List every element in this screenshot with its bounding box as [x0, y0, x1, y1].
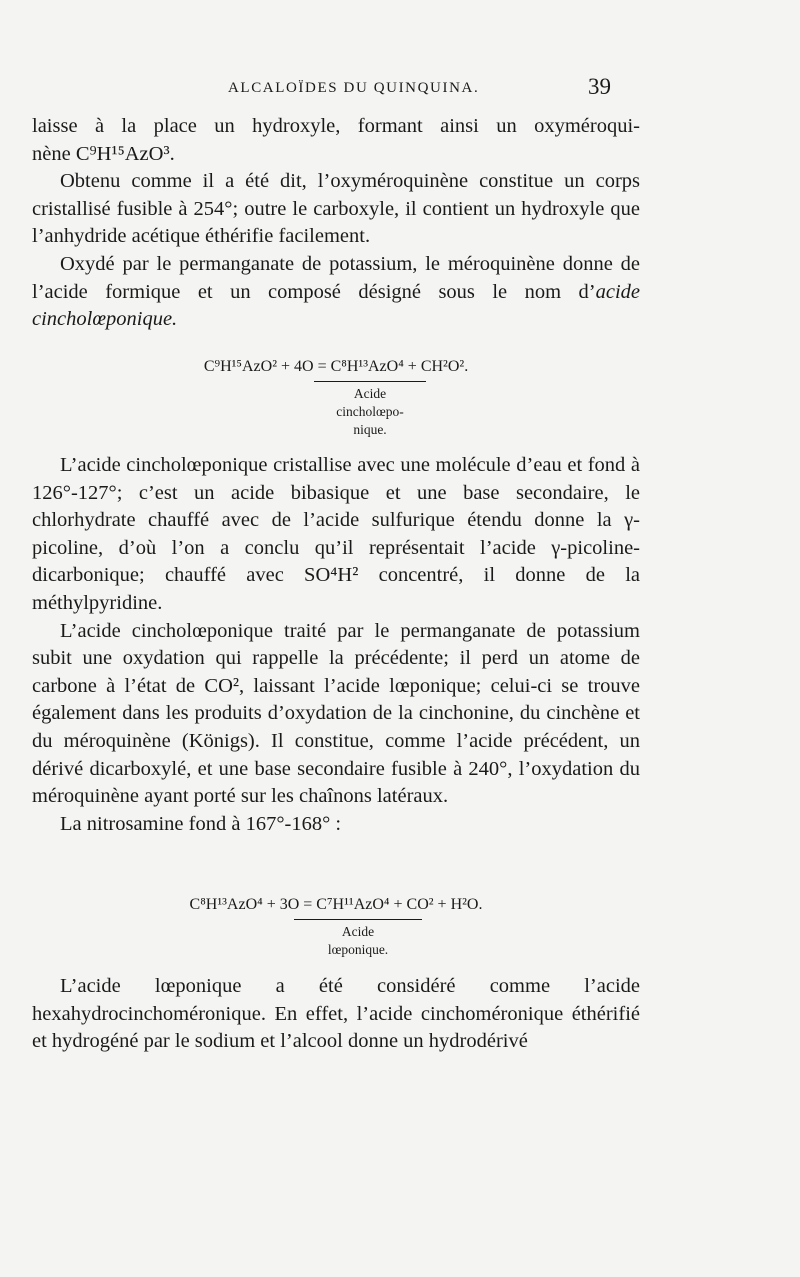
paragraph-5: L’acide cincholœponique traité par le permanganate de potassium subit une oxydation qui rappelle la précédente; il perd un atome de carbone à l’état de CO², laissant l’acide lœponique; celui-ci se trouve également dans les produits d’oxydation de la cinchonine, du cinchène et du méroquinène (Königs). Il constitue, comme l’acide précédent, un dérivé dicarboxylé, et une base secondaire fusible à 240°, l’oxydation du méroquinène ayant porté sur les chaînons latéraux. — [32, 619, 640, 808]
text-block-middle — [32, 452, 640, 838]
formula-1-brace — [314, 381, 426, 383]
paragraph-7: L’acide lœponique a été considéré comme l’acide hexahydrocinchoméronique. En effet, l’acide cinchoméronique éthérifié et hydrogéné par le sodium et l’alcool donne un hydrodérivé — [32, 975, 640, 1053]
formula-1-equation: C⁹H¹⁵AzO² + 4O = C⁸H¹³AzO⁴ + CH²O². — [203, 358, 469, 375]
paragraph-3-text: Oxydé par le permanganate de potassium, le méroquinène donne de l’acide formique et un composé désigné sous le nom d’ — [32, 252, 640, 303]
text-block-bottom — [32, 973, 640, 1056]
paragraph-4: L’acide cincholœponique cristallise avec une molécule d’eau et fond à 126°-127°; c’est un acide bibasique et une base secondaire, le chlorhydrate chauffé avec de l’acide sulfurique étendu donne la γ-picoline, d’où l’on a conclu qu’il représentait l’acide γ-picoline-dicarbonique; chauffé avec SO⁴H² concentré, il donne de la méthylpyridine. — [32, 454, 640, 614]
paragraph-3 — [32, 251, 640, 334]
formula-2-caption-line-2: lœponique. — [327, 942, 389, 957]
page-number: 39 — [588, 74, 611, 99]
formula-1-caption-line-1: Acide — [353, 386, 387, 401]
formula-2-brace — [294, 919, 422, 921]
paragraph-1-line-2: nène C⁹H¹⁵AzO³. — [32, 142, 175, 165]
paragraph-6: La nitrosamine fond à 167°-168° : — [60, 812, 342, 835]
formula-2-caption — [288, 923, 428, 959]
page-header — [0, 74, 800, 104]
formula-2 — [32, 896, 640, 914]
paragraph-1-line-1: laisse à la place un hydroxyle, formant ainsi un oxyméroqui- — [32, 115, 640, 137]
formula-2-equation: C⁸H¹³AzO⁴ + 3O = C⁷H¹¹AzO⁴ + CO² + H²O. — [189, 896, 483, 913]
formula-2-caption-line-1: Acide — [341, 924, 375, 939]
formula-1 — [32, 358, 640, 376]
running-head: ALCALOÏDES DU QUINQUINA. — [228, 80, 480, 96]
formula-1-caption-line-3: nique. — [353, 422, 387, 437]
paragraph-2: Obtenu comme il a été dit, l’oxyméroquinène constitue un corps cristallisé fusible à 254°; outre le carboxyle, il contient un hydroxyle que l’anhydride acétique éthérifie facilement. — [32, 170, 640, 248]
formula-1-caption-line-2: cincholœpo- — [336, 404, 404, 419]
text-block-top — [32, 113, 640, 334]
acid-name-italic: acide cincholœponique. — [32, 280, 640, 331]
formula-1-caption — [300, 385, 440, 439]
